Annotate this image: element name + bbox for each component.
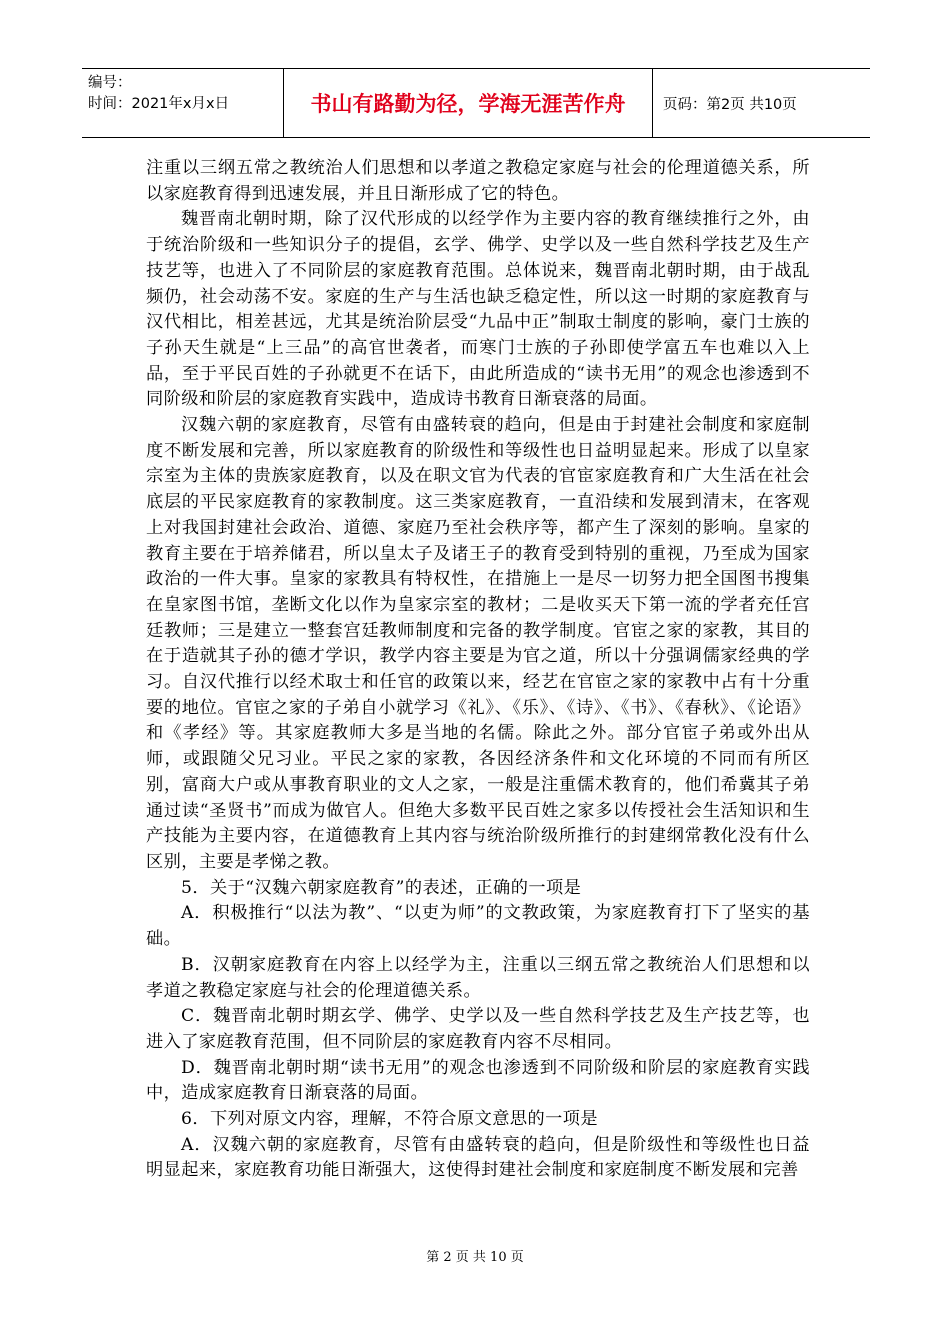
motto-text: 书山有路勤为径，学海无涯苦作舟 <box>310 92 626 116</box>
paragraph: 魏晋南北朝时期，除了汉代形成的以经学作为主要内容的教育继续推行之外，由于统治阶级和一些知识分子的提倡，玄学、佛学、史学以及一些自然科学技艺及生产技艺等，也进入了不同阶层的家庭教育范围。总体说来，魏晋南北朝时期，由于战乱频仍，社会动荡不安。家庭的生产与生活也缺乏稳定性，所以这一时期的家庭教育与汉代相比，相差甚远，尤其是统治阶层受“九品中正”制取士制度的影响，豪门士族的子孙天生就是“上三品”的高官世袭者，而寒门士族的子孙即使学富五车也难以入上品，至于平民百姓的子孙就更不在话下，由此所造成的“读书无用”的观念也渗透到不同阶级和阶层的家庭教育实践中，造成诗书教育日渐衰落的局面。 <box>146 209 810 410</box>
answer-option: A．积极推行“以法为教”、“以吏为师”的文教政策，为家庭教育打下了坚实的基础。 <box>146 903 810 950</box>
header-page-info <box>653 69 870 137</box>
question-stem: 5．关于“汉魏六朝家庭教育”的表述，正确的一项是 <box>181 877 582 898</box>
answer-option: C．魏晋南北朝时期玄学、佛学、史学以及一些自然科学技艺及生产技艺等，也进入了家庭教育范围，但不同阶层的家庭教育内容不尽相同。 <box>146 1006 810 1052</box>
paragraph: 汉魏六朝的家庭教育，尽管有由盛转衰的趋向，但是由于封建社会制度和家庭制度不断发展和完善，所以家庭教育的阶级性和等级性也日益明显起来。形成了以皇家宗室为主体的贵族家庭教育，以及在职文官为代表的官宦家庭教育和广大生活在社会底层的平民家庭教育的家教制度。这三类家庭教育，一直沿续和发展到清末，在客观上对我国封建社会政治、道德、家庭乃至社会秩序等，都产生了深刻的影响。皇家的教育主要在于培养储君，所以皇太子及诸王子的教育受到特别的重视，乃至成为国家政治的一件大事。皇家的家教具有特权性，在措施上一是尽一切努力把全国图书搜集在皇家图书馆，垄断文化以作为皇家宗室的教材；二是收买天下第一流的学者充任宫廷教师；三是建立一整套宫廷教师制度和完备的教学制度。官宦之家的家教，其目的在于造就其子孙的德才学识，教学内容主要是为官之道，所以十分强调儒家经典的学习。自汉代推行以经术取士和任官的政策以来，经艺在官宦之家的家教中占有十分重要的地位。官宦之家的子弟自小就学习《礼》、《乐》、《诗》、《书》、《春秋》、《论语》和《孝经》等。其家庭教师大多是当地的名儒。除此之外。部分官宦子弟或外出从师，或跟随父兄习业。平民之家的家教，各因经济条件和文化环境的不同而有所区别，富商大户或从事教育职业的文人之家，一般是注重儒术教育的，他们希冀其子弟通过读“圣贤书”而成为做官人。但绝大多数平民百姓之家多以传授社会生活知识和生产技能为主要内容，在道德教育上其内容与统治阶级所推行的封建纲常教化没有什么区别，主要是孝悌之教。 <box>146 415 810 872</box>
page-footer: 第 2 页 共 10 页 <box>426 1250 524 1265</box>
question-stem: 6．下列对原文内容，理解，不符合原文意思的一项是 <box>181 1109 599 1130</box>
answer-option: B．汉朝家庭教育在内容上以经学为主，注重以三纲五常之教统治人们思想和以孝道之教稳定家庭与社会的伦理道德关系。 <box>146 954 810 1001</box>
header-motto-cell <box>283 69 653 137</box>
time-label: 时间：2021年x月x日 <box>88 96 230 112</box>
page-info-text: 页码：第2页 共10页 <box>663 96 797 113</box>
document-body <box>146 156 810 1184</box>
paragraph: 注重以三纲五常之教统治人们思想和以孝道之教稳定家庭与社会的伦理道德关系，所以家庭教育得到迅速发展，并且日渐形成了它的特色。 <box>146 158 810 204</box>
answer-option: D．魏晋南北朝时期“读书无用”的观念也渗透到不同阶级和阶层的家庭教育实践中，造成家庭教育日渐衰落的局面。 <box>146 1057 810 1104</box>
number-label: 编号： <box>88 75 132 91</box>
page-header <box>82 68 870 138</box>
header-meta <box>82 69 283 137</box>
answer-option: A．汉魏六朝的家庭教育，尽管有由盛转衰的趋向，但是阶级性和等级性也日益明显起来，家庭教育功能日渐强大，这使得封建社会制度和家庭制度不断发展和完善 <box>146 1134 810 1181</box>
